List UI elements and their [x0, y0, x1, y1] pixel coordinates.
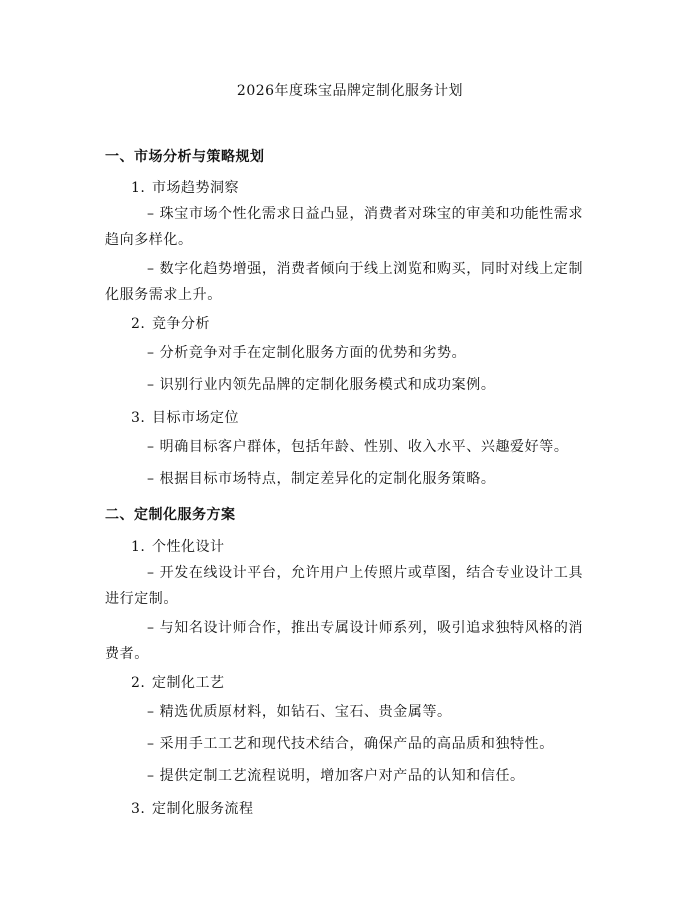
subsection-title: 个性化设计: [152, 539, 225, 555]
bullet-item: – 与知名设计师合作，推出专属设计师系列，吸引追求独特风格的消费者。: [105, 620, 584, 662]
subsection-number: 2.: [131, 675, 146, 691]
bullet-item: – 明确目标客户群体，包括年龄、性别、收入水平、兴趣爱好等。: [147, 439, 569, 455]
subsection-heading: [131, 177, 239, 197]
subsection-number: 2.: [131, 316, 146, 332]
subsection-title: 定制化服务流程: [152, 801, 254, 817]
subsection-heading: [131, 313, 210, 333]
subsection-heading: [131, 798, 254, 818]
subsection-title: 市场趋势洞察: [152, 180, 239, 196]
subsection-heading: [131, 536, 225, 556]
subsection-title: 竞争分析: [152, 316, 210, 332]
bullet-item: – 分析竞争对手在定制化服务方面的优势和劣势。: [147, 345, 467, 361]
bullet-item: – 珠宝市场个性化需求日益凸显，消费者对珠宝的审美和功能性需求趋向多样化。: [105, 206, 584, 248]
subsection-heading: [131, 407, 239, 427]
bullet-item: – 开发在线设计平台，允许用户上传照片或草图，结合专业设计工具进行定制。: [105, 565, 584, 607]
subsection-number: 3.: [131, 801, 146, 817]
bullet-item: – 识别行业内领先品牌的定制化服务模式和成功案例。: [147, 377, 496, 393]
bullet-item: – 采用手工工艺和现代技术结合，确保产品的高品质和独特性。: [147, 736, 554, 752]
subsection-number: 1.: [131, 539, 146, 555]
bullet-item: – 提供定制工艺流程说明，增加客户对产品的认知和信任。: [147, 768, 525, 784]
bullet-item: – 根据目标市场特点，制定差异化的定制化服务策略。: [147, 471, 496, 487]
subsection-number: 3.: [131, 410, 146, 426]
bullet-item: – 数字化趋势增强，消费者倾向于线上浏览和购买，同时对线上定制化服务需求上升。: [105, 261, 584, 303]
section-heading-market-analysis: 一、市场分析与策略规划: [105, 149, 265, 165]
bullet-item: – 精选优质原材料，如钻石、宝石、贵金属等。: [147, 704, 452, 720]
subsection-number: 1.: [131, 180, 146, 196]
subsection-heading: [131, 672, 225, 692]
subsection-title: 定制化工艺: [152, 675, 225, 691]
subsection-title: 目标市场定位: [152, 410, 239, 426]
document-title: 2026年度珠宝品牌定制化服务计划: [236, 83, 464, 99]
section-heading-custom-service: 二、定制化服务方案: [105, 507, 236, 523]
